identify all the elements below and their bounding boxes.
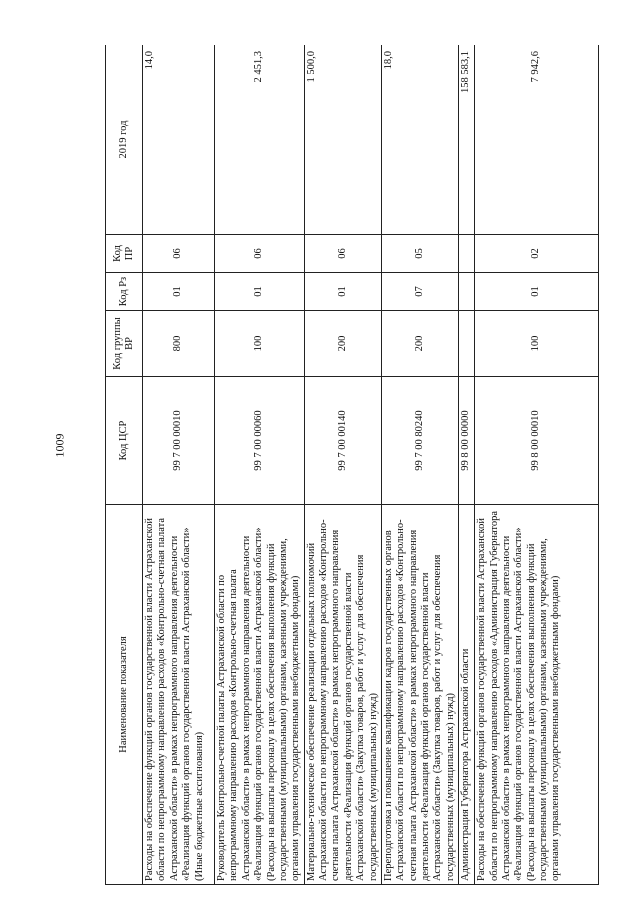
row-vr: 100 xyxy=(215,311,305,377)
page-number: 1009 xyxy=(52,433,67,458)
header-vr: Код группы ВР xyxy=(106,311,143,377)
row-name: Расходы на обеспечение функций органов государственной власти Астраханской области по непрограммному направлению расходов «Контрольно-счетная палата Астраханской области» в рамках непрограммного направления деятельности «Реализация функций органов государственной власти Астраханской области» (Иные бюджетные ассигнования) xyxy=(143,505,215,885)
row-name: Администрация Губернатора Астраханской области xyxy=(459,505,475,885)
table-header-row xyxy=(106,45,143,885)
row-pr: 06 xyxy=(215,235,305,273)
header-pr: Код ПР xyxy=(106,235,143,273)
row-csr: 99 8 00 00010 xyxy=(475,377,599,505)
row-vr: 200 xyxy=(381,311,458,377)
row-csr: 99 7 00 00060 xyxy=(215,377,305,505)
table-row xyxy=(143,45,215,885)
budget-table xyxy=(105,45,599,885)
header-name: Наименование показателя xyxy=(106,505,143,885)
row-vr: 100 xyxy=(475,311,599,377)
row-rz: 01 xyxy=(143,273,215,311)
row-name: Руководитель Контрольно-счетной палаты Астраханской области по непрограммному направлению расходов «Контрольно-счетная палата Астраханской области» в рамках непрограммного направления деятельности «Реализация функций органов государственной власти Астраханской области» (Расходы на выплаты персоналу в целях обеспечения выполнения функций государственными (муниципальными) органами, казенными учреждениями, органами управления государственными внебюджетными фондами) xyxy=(215,505,305,885)
row-pr: 06 xyxy=(304,235,381,273)
row-vr xyxy=(459,311,475,377)
rotated-table-container xyxy=(105,45,599,885)
row-vr: 200 xyxy=(304,311,381,377)
row-value: 1 500,0 xyxy=(304,45,381,235)
table-row xyxy=(475,45,599,885)
row-value: 18,0 xyxy=(381,45,458,235)
row-name: Переподготовка и повышение квалификации кадров государственных органов Астраханской области по непрограммному направлению расходов «Контрольно-счетная палата Астраханской области» в рамках непрограммного направления деятельности «Реализация функций органов государственной власти Астраханской области» (Закупка товаров, работ и услуг для обеспечения государственных (муниципальных) нужд) xyxy=(381,505,458,885)
row-rz: 07 xyxy=(381,273,458,311)
row-value: 7 942,6 xyxy=(475,45,599,235)
row-name: Материально-техническое обеспечение реализации отдельных полномочий Астраханской области по непрограммному направлению расходов «Контрольно-счетная палата Астраханской области» в рамках непрограммного направления деятельности «Реализация функций органов государственной власти Астраханской области» (Закупка товаров, работ и услуг для обеспечения государственных (муниципальных) нужд) xyxy=(304,505,381,885)
row-csr: 99 8 00 00000 xyxy=(459,377,475,505)
row-value: 14,0 xyxy=(143,45,215,235)
table-row xyxy=(381,45,458,885)
row-csr: 99 7 00 80240 xyxy=(381,377,458,505)
row-csr: 99 7 00 00140 xyxy=(304,377,381,505)
row-name: Расходы на обеспечение функций органов государственной власти Астраханской области по непрограммному направлению расходов «Администрация Губернатора Астраханской области» в рамках непрограммного направления деятельности «Реализация функций органов государственной власти Астраханской области» (Расходы на выплаты персоналу в целях обеспечения выполнения функций государственными (муниципальными) органами, казенными учреждениями, органами управления государственными внебюджетными фондами) xyxy=(475,505,599,885)
header-csr: Код ЦСР xyxy=(106,377,143,505)
row-pr: 02 xyxy=(475,235,599,273)
row-value: 158 583,1 xyxy=(459,45,475,235)
rotated-page xyxy=(105,45,599,885)
row-pr: 05 xyxy=(381,235,458,273)
table-row xyxy=(215,45,305,885)
row-pr xyxy=(459,235,475,273)
header-year: 2019 год xyxy=(106,45,143,235)
row-pr: 06 xyxy=(143,235,215,273)
row-vr: 800 xyxy=(143,311,215,377)
table-row xyxy=(459,45,475,885)
row-rz: 01 xyxy=(215,273,305,311)
header-rz: Код Рз xyxy=(106,273,143,311)
row-rz: 01 xyxy=(304,273,381,311)
table-row xyxy=(304,45,381,885)
row-value: 2 451,3 xyxy=(215,45,305,235)
row-csr: 99 7 00 00010 xyxy=(143,377,215,505)
row-rz xyxy=(459,273,475,311)
row-rz: 01 xyxy=(475,273,599,311)
